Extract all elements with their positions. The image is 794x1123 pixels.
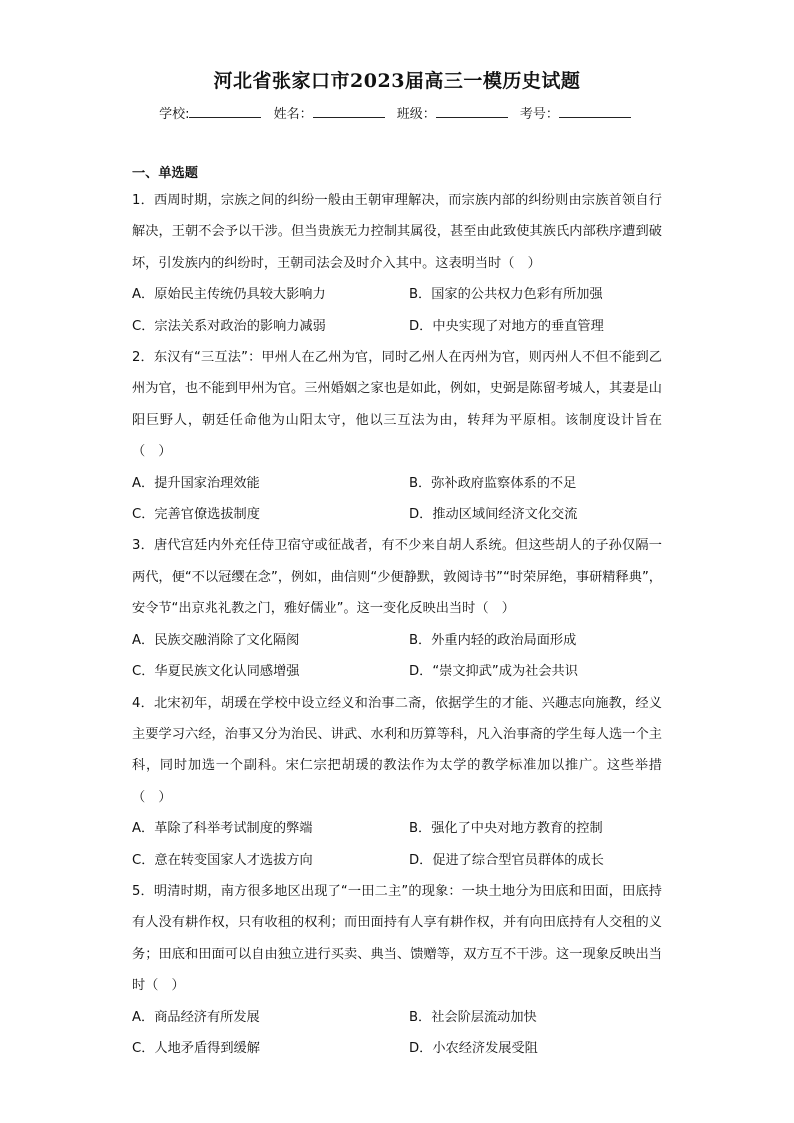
question-4: [132, 688, 662, 876]
question-5: [132, 876, 662, 1064]
exam-number-field: [520, 103, 635, 122]
class-field: [397, 103, 512, 122]
option-group: [132, 468, 662, 531]
question-2: [132, 342, 662, 530]
option-group: [132, 813, 662, 876]
option-b[interactable]: B．强化了中央对地方教育的控制: [409, 821, 603, 837]
student-info-row: [0, 103, 794, 122]
school-label: 学校:: [159, 107, 190, 122]
section-title: 一、单选题: [132, 166, 198, 181]
question-stem: 5．明清时期，南方很多地区出现了“一田二主”的现象：一块土地分为田底和田面，田底持有人没有耕作权，只有收租的权利；而田面持有人享有耕作权，并有向田底持有人交租的义务；田底和田面可以自由独立进行买卖、典当、馈赠等，双方互不干涉。这一现象反映出当时（ ）: [132, 883, 662, 994]
exam-number-label: 考号：: [519, 107, 559, 122]
question-1: [132, 185, 662, 342]
option-c[interactable]: C．完善官僚选拔制度: [132, 507, 260, 523]
exam-content: [132, 163, 662, 1064]
name-field: [274, 103, 389, 122]
class-blank[interactable]: [436, 105, 508, 118]
option-a[interactable]: A．革除了科举考试制度的弊端: [132, 821, 313, 837]
school-blank[interactable]: [189, 105, 261, 118]
option-group: [132, 279, 662, 342]
option-d[interactable]: D．推动区域间经济文化交流: [409, 507, 578, 523]
option-d[interactable]: D．促进了综合型官员群体的成长: [409, 852, 604, 868]
option-c[interactable]: C．意在转变国家人才选拔方向: [132, 852, 313, 868]
option-a[interactable]: A．商品经济有所发展: [132, 1009, 260, 1025]
option-group: [132, 625, 662, 688]
option-c[interactable]: C．宗法关系对政治的影响力减弱: [132, 318, 326, 334]
option-b[interactable]: B．社会阶层流动加快: [409, 1009, 537, 1025]
option-a[interactable]: A．民族交融消除了文化隔阂: [132, 632, 300, 648]
option-d[interactable]: D．中央实现了对地方的垂直管理: [409, 318, 604, 334]
option-a[interactable]: A．原始民主传统仍具较大影响力: [132, 287, 326, 303]
name-label: 姓名：: [273, 107, 313, 122]
question-stem: 4．北宋初年，胡瑗在学校中设立经义和治事二斋，依据学生的才能、兴趣志向施教，经义主要学习六经，治事又分为治民、讲武、水利和历算等科，凡入治事斋的学生每人选一个主科，同时加选一个副科。宋仁宗把胡瑗的教法作为太学的教学标准加以推广。这些举措（ ）: [132, 695, 662, 805]
option-c[interactable]: C．人地矛盾得到缓解: [132, 1040, 260, 1056]
question-3: [132, 530, 662, 687]
school-field: [159, 103, 265, 122]
option-c[interactable]: C．华夏民族文化认同感增强: [132, 664, 300, 680]
option-b[interactable]: B．外重内轻的政治局面形成: [409, 632, 577, 648]
option-group: [132, 1002, 662, 1065]
option-d[interactable]: D．“崇文抑武”成为社会共识: [409, 664, 578, 680]
question-stem: 1．西周时期，宗族之间的纠纷一般由王朝审理解决，而宗族内部的纠纷则由宗族首领自行解决，王朝不会予以干涉。但当贵族无力控制其属役，甚至由此致使其族氏内部秩序遭到破坏，引发族内的纠纷时，王朝司法会及时介入其中。这表明当时（ ）: [132, 193, 662, 271]
option-b[interactable]: B．国家的公共权力色彩有所加强: [409, 287, 603, 303]
question-stem: 2．东汉有“三互法”：甲州人在乙州为官，同时乙州人在丙州为官，则丙州人不但不能到乙州为官，也不能到甲州为官。三州婚姻之家也是如此，例如，史弼是陈留考城人，其妻是山阳巨野人，朝廷任命他为山阳太守，他以三互法为由，转拜为平原相。该制度设计旨在（ ）: [132, 350, 662, 460]
option-d[interactable]: D．小农经济发展受阻: [409, 1040, 538, 1056]
option-b[interactable]: B．弥补政府监察体系的不足: [409, 475, 577, 491]
option-a[interactable]: A．提升国家治理效能: [132, 475, 260, 491]
exam-title: 河北省张家口市2023届高三一模历史试题: [213, 70, 581, 92]
class-label: 班级：: [396, 107, 436, 122]
name-blank[interactable]: [313, 105, 385, 118]
question-stem: 3．唐代宫廷内外充任侍卫宿守或征战者，有不少来自胡人系统。但这些胡人的子孙仅隔一两代，便“不以冠缨在念”，例如，曲信则“少便静默，敦阅诗书”“时荣屏绝，事研精释典”，安令节“出京兆礼教之门，雅好儒业”。这一变化反映出当时（ ）: [132, 538, 662, 617]
exam-number-blank[interactable]: [559, 105, 631, 118]
